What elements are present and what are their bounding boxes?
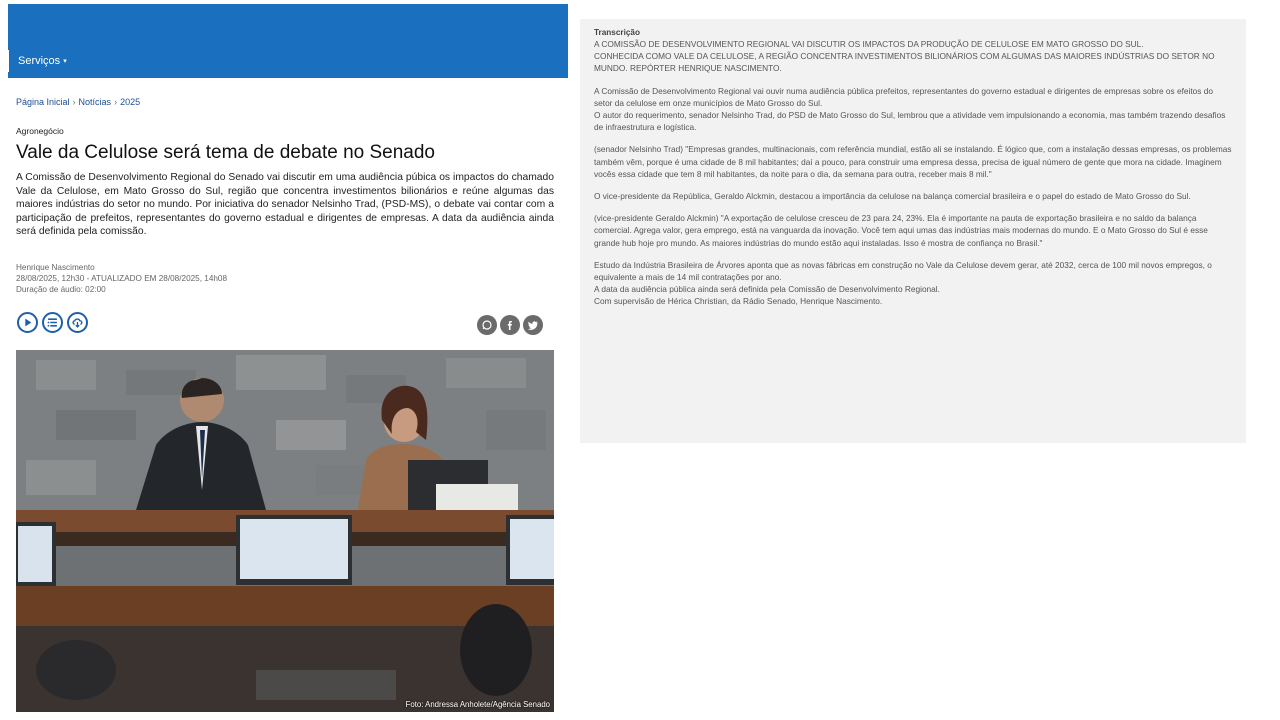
committee-meeting-photo <box>16 350 554 712</box>
breadcrumb-separator: › <box>114 97 118 107</box>
article-photo <box>16 350 554 712</box>
transcript-paragraph: O vice-presidente da República, Geraldo Alckmin, destacou a importância da celulose na balança comercial brasileira e o papel do estado de Mato Grosso do Sul. <box>594 191 1191 202</box>
breadcrumb <box>16 97 140 107</box>
transcript-button[interactable] <box>42 312 63 333</box>
transcript-paragraph: (vice-presidente Geraldo Alckmin) "A exportação de celulose cresceu de 23 para 24, 23%. Ela é importante na pauta de exportação brasileira e no saldo da balança comercial. Agrega valor, gera emprego, está na vanguarda da inovação. Você tem aqui umas das indústrias mais modernas do mundo. E o Mato Grosso do Sul é esse grande hub hoje pro mundo. As maiores indústrias do mundo estão aqui instaladas. Isso é mostra de confiança no Brasil." <box>594 213 1208 248</box>
facebook-icon <box>504 319 516 331</box>
breadcrumb-home[interactable]: Página Inicial <box>16 97 70 107</box>
transcript-heading: Transcrição <box>594 28 640 37</box>
breadcrumb-noticias[interactable]: Notícias <box>78 97 112 107</box>
share-buttons <box>477 315 543 335</box>
transcript-panel <box>580 19 1246 443</box>
transcript-paragraph: A data da audiência pública ainda será definida pela Comissão de Desenvolvimento Regional. <box>594 284 940 295</box>
play-button[interactable] <box>17 312 38 333</box>
transcript-paragraph: CONHECIDA COMO VALE DA CELULOSE, A REGIÃO CONCENTRA INVESTIMENTOS BILIONÁRIOS COM ALGUMAS DAS MAIORES INDÚSTRIAS DO SETOR NO MUNDO. REPÓRTER HENRIQUE NASCIMENTO. <box>594 51 1215 74</box>
article-meta <box>16 262 227 295</box>
article-date: 28/08/2025, 12h30 - ATUALIZADO EM 28/08/2025, 14h08 <box>16 274 228 283</box>
transcript-paragraph: A COMISSÃO DE DESENVOLVIMENTO REGIONAL VAI DISCUTIR OS IMPACTOS DA PRODUÇÃO DE CELULOSE EM MATO GROSSO DO SUL. <box>594 39 1144 49</box>
twitter-icon <box>527 319 539 331</box>
chevron-down-icon: ▾ <box>63 58 67 65</box>
breadcrumb-year[interactable]: 2025 <box>120 97 141 107</box>
article-category: Agronegócio <box>16 126 64 136</box>
transcript-icon <box>47 317 58 328</box>
audio-controls <box>17 312 88 333</box>
download-button[interactable] <box>67 312 88 333</box>
transcript-paragraph: O autor do requerimento, senador Nelsinho Trad, do PSD de Mato Grosso do Sul, lembrou que a atividade vem impulsionando a economia, mas também trazendo desafios de infraestrutura e logística. <box>594 110 1226 133</box>
transcript-paragraph: (senador Nelsinho Trad) "Empresas grandes, multinacionais, com referência mundial, estão ali se instalando. É lógico que, com a instalação dessas empresas, os problemas também vêm, porque é uma cidade de 8 mil habitantes; daí a pouco, para construir uma empresa dessa, precisa de igual número de gente que mora na cidade. Imaginem vocês essa cidade que tem 8 mil habitantes, da noite para o dia, da semana para outra, receber mais 8 mil." <box>594 144 1232 179</box>
photo-credit: Foto: Andressa Anholete/Agência Senado <box>405 700 550 709</box>
transcript-paragraph: A Comissão de Desenvolvimento Regional vai ouvir numa audiência pública prefeitos, representantes do governo estadual e dirigentes de empresas sobre os efeitos do setor da celulose em onze municípios de Mato Grosso do Sul. <box>594 85 1213 108</box>
whatsapp-icon <box>481 319 493 331</box>
share-twitter-button[interactable] <box>523 315 543 335</box>
article-title: Vale da Celulose será tema de debate no Senado <box>16 142 436 163</box>
article-author: Henrique Nascimento <box>16 263 95 272</box>
play-icon <box>22 317 33 328</box>
breadcrumb-separator: › <box>72 97 76 107</box>
servicos-menu[interactable] <box>8 50 67 72</box>
share-facebook-button[interactable] <box>500 315 520 335</box>
article-column <box>8 4 568 720</box>
transcript-paragraph: Estudo da Indústria Brasileira de Árvores aponta que as novas fábricas em construção no Vale da Celulose devem gerar, até 2032, cerca de 100 mil novos empregos, o equivalente a mais de 14 mil contratações por ano. <box>594 259 1212 283</box>
audio-duration: Duração de áudio: 02:00 <box>16 285 106 294</box>
article-lede: A Comissão de Desenvolvimento Regional do Senado vai discutir em uma audiência púbica os impactos do chamado Vale da Celulose, em Mato Grosso do Sul, região que concentra investimentos bilionários e reúne algumas das maiores indústrias do setor no mundo. Por iniciativa do senador Nelsinho Trad, (PSD-MS), o debate vai contar com a participação de prefeitos, representantes do governo estadual e dirigentes de empresas. A data da audiência ainda será definida pela comissão. <box>16 172 554 237</box>
servicos-label: Serviços <box>18 55 61 67</box>
transcript-paragraph: Com supervisão de Hérica Christian, da Rádio Senado, Henrique Nascimento. <box>594 296 883 307</box>
site-header-bar <box>8 4 568 78</box>
share-whatsapp-button[interactable] <box>477 315 497 335</box>
download-icon <box>72 317 83 328</box>
